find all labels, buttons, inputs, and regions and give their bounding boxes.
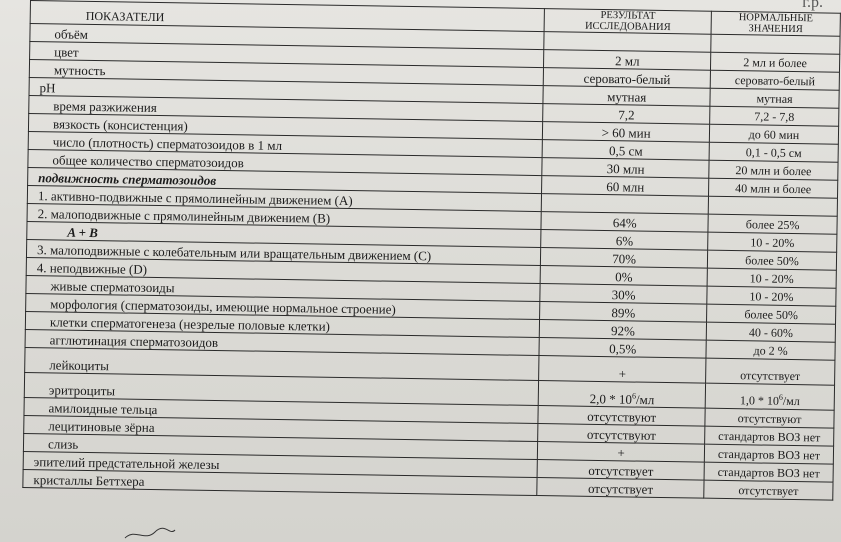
- row-norm: 0,1 - 0,5 см: [709, 142, 838, 162]
- row-name-sum: A + B: [27, 221, 542, 247]
- row-result: серовато-белый: [544, 68, 711, 89]
- row-name: клетки сперматогенеза (незрелые половые клетки): [25, 311, 540, 337]
- row-norm: стандартов ВОЗ нет: [705, 426, 834, 446]
- row-norm: до 60 мин: [709, 124, 838, 144]
- row-norm: стандартов ВОЗ нет: [704, 462, 833, 482]
- row-norm: 20 млн и более: [709, 160, 838, 180]
- header-norm-line1: НОРМАЛЬНЫЕ: [738, 12, 814, 25]
- row-name: вязкость (консистенция): [28, 113, 543, 139]
- row-name: эритроциты: [24, 372, 539, 405]
- row-result: 6%: [541, 230, 708, 251]
- row-norm: мутная: [710, 88, 839, 108]
- row-name: 2. малоподвижные с прямолинейным движением (B): [27, 203, 542, 229]
- row-norm-unit: /мл: [782, 393, 800, 409]
- row-result: отсутствуют: [538, 406, 705, 427]
- row-norm: до 2 %: [706, 340, 835, 360]
- header-indicators: ПОКАЗАТЕЛИ: [30, 1, 545, 32]
- row-name: лецитиновые зёрна: [24, 415, 539, 441]
- row-name: цвет: [30, 42, 545, 68]
- row-norm: [711, 34, 840, 54]
- row-result: 64%: [541, 212, 708, 233]
- row-result-exp: 6: [631, 391, 637, 401]
- row-norm: более 50%: [707, 250, 836, 270]
- row-norm: более 50%: [707, 304, 836, 324]
- row-norm-exp: 6: [778, 392, 783, 402]
- header-result-line2: ИССЛЕДОВАНИЯ: [584, 20, 671, 34]
- pen-mark: [120, 524, 180, 542]
- row-result: 30%: [540, 284, 707, 305]
- row-result: 7,2: [543, 104, 710, 125]
- row-result: 60 млн: [542, 176, 709, 197]
- row-result: 30 млн: [542, 158, 709, 179]
- row-result: мутная: [543, 86, 710, 107]
- row-norm: отсутствуют: [705, 408, 834, 428]
- row-norm: отсутствует: [704, 480, 833, 500]
- row-name: живые сперматозоиды: [26, 275, 541, 301]
- header-norm: [711, 11, 840, 36]
- row-norm: серовато-белый: [710, 70, 839, 90]
- row-norm: 10 - 20%: [707, 268, 836, 288]
- results-table: [22, 0, 841, 501]
- row-norm: более 25%: [708, 214, 837, 234]
- row-norm: 40 млн и более: [709, 178, 838, 198]
- row-result: отсутствует: [537, 460, 704, 481]
- row-result: +: [538, 442, 705, 463]
- row-result-base: 2,0 * 10: [589, 390, 633, 407]
- row-name: мутность: [29, 60, 544, 86]
- header-result-line1: РЕЗУЛЬТАТ: [600, 9, 656, 22]
- row-name: 4. неподвижные (D): [26, 257, 541, 283]
- row-result: 89%: [540, 302, 707, 323]
- row-norm: [705, 383, 834, 410]
- row-name: лейкоциты: [25, 347, 540, 380]
- row-norm: 7,2 - 7,8: [710, 106, 839, 126]
- row-name: объём: [30, 24, 545, 50]
- row-result: отсутствует: [537, 478, 704, 499]
- row-name: амилоидные тельца: [24, 397, 539, 423]
- row-result: +: [539, 356, 706, 384]
- row-name-section: подвижность сперматозоидов: [28, 167, 543, 193]
- row-name: 3. малоподвижные с колебательным или вращательным движением (C): [26, 239, 541, 265]
- row-norm: 40 - 60%: [706, 322, 835, 342]
- row-result: 0,5%: [539, 338, 706, 359]
- row-norm: 2 мл и более: [711, 52, 840, 72]
- row-result: > 60 мин: [543, 122, 710, 143]
- row-result: [538, 381, 705, 409]
- row-norm: [708, 196, 837, 216]
- row-result: 92%: [540, 320, 707, 341]
- row-name: pH: [29, 77, 544, 103]
- row-name: общее количество сперматозоидов: [28, 149, 543, 175]
- row-norm: 10 - 20%: [708, 232, 837, 252]
- row-name: 1. активно-подвижные с прямолинейным движением (A): [27, 185, 542, 211]
- row-name: число (плотность) сперматозоидов в 1 мл: [28, 131, 543, 157]
- row-name: агглютинация сперматозоидов: [25, 329, 540, 355]
- row-result: 70%: [541, 248, 708, 269]
- row-result: 2 мл: [544, 50, 711, 71]
- row-norm: стандартов ВОЗ нет: [704, 444, 833, 464]
- row-name: слизь: [23, 433, 538, 459]
- row-result: 0,5 см: [542, 140, 709, 161]
- row-result: 0%: [540, 266, 707, 287]
- row-norm: отсутствует: [706, 358, 835, 385]
- row-norm-base: 1,0 * 10: [739, 393, 779, 408]
- corner-text: г.р.: [802, 0, 823, 11]
- row-name: время разжижения: [29, 95, 544, 121]
- row-norm: 10 - 20%: [707, 286, 836, 306]
- row-name: морфология (сперматозоиды, имеющие нормальное строение): [26, 293, 541, 319]
- row-result: отсутствуют: [538, 424, 705, 445]
- row-name: эпителий предстательной железы: [23, 451, 538, 477]
- row-name: кристаллы Беттхера: [23, 469, 538, 495]
- header-result: [544, 9, 711, 35]
- header-norm-line2: ЗНАЧЕНИЯ: [748, 23, 803, 36]
- row-result-unit: /мл: [635, 391, 655, 407]
